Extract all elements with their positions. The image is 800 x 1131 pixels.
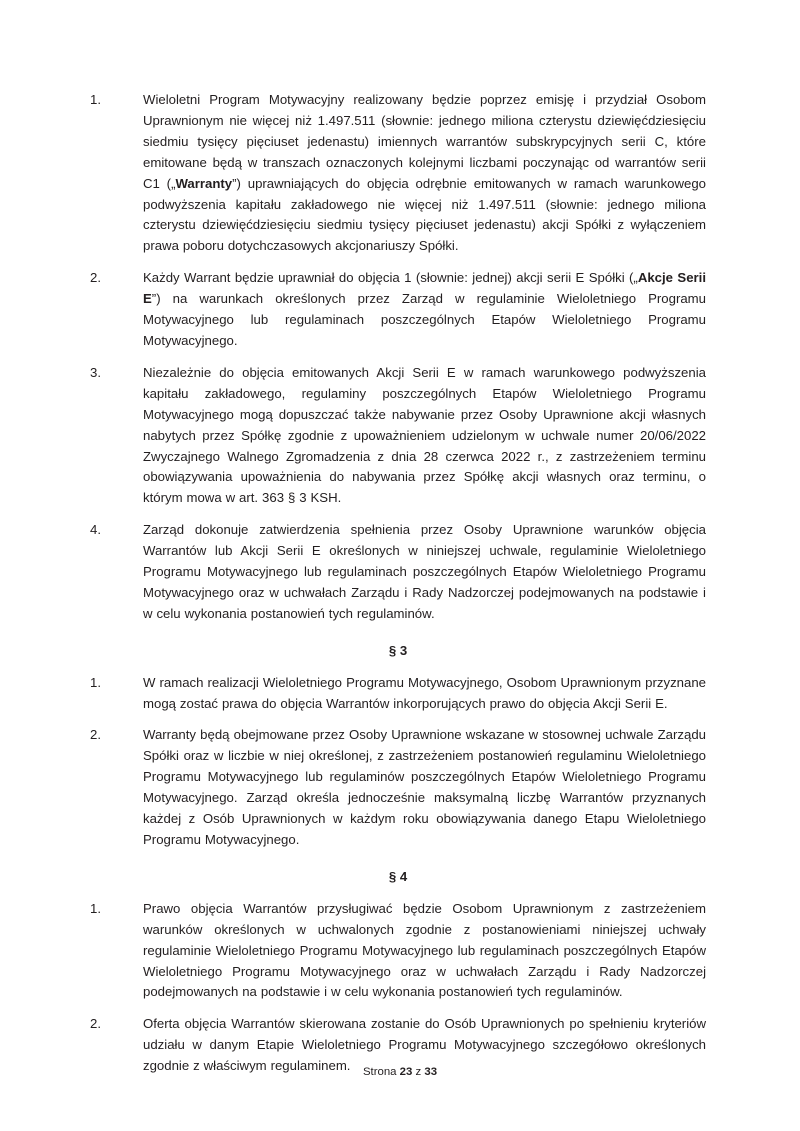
list-item-marker: 2. (90, 727, 101, 743)
list-item (90, 90, 706, 257)
list-item-marker: 2. (90, 270, 101, 286)
footer-current-page: 23 (399, 1066, 413, 1078)
list-item (90, 725, 706, 850)
footer-prefix: Strona (362, 1066, 397, 1078)
list-item (90, 363, 706, 509)
page-footer (0, 1065, 800, 1079)
list-item (90, 520, 706, 625)
list-item-text (143, 520, 706, 625)
text-run: Prawo objęcia Warrantów przysługiwać będzie Osobom Uprawnionym z zastrzeżeniem warunków określonych w uchwalonych zgodnie z postanowieniami niniejszej uchwały regulaminie Wieloletniego Programu Motywacyjnego lub regulaminach poszczególnych Etapów Wieloletniego Programu Motywacyjnego oraz w uchwałach Zarządu i Rady Nadzorczej podejmowanych na podstawie i w celu wykonania postanowień tych regulaminów. (143, 900, 706, 1000)
list-item-text (143, 725, 706, 850)
section-heading: § 4 (388, 868, 408, 884)
numbered-list (90, 90, 706, 625)
section-section-4 (90, 867, 706, 1077)
text-run: W ramach realizacji Wieloletniego Programu Motywacyjnego, Osobom Uprawnionym przyznane mogą zostać prawa do objęcia Warrantów inkorporujących prawo do objęcia Akcji Serii E. (143, 674, 706, 711)
list-item-text (143, 90, 706, 257)
list-item-marker: 2. (90, 1016, 101, 1032)
text-run: Oferta objęcia Warrantów skierowana zostanie do Osób Uprawnionych po spełnieniu kryteriów udziału w danym Etapie Wieloletniego Programu Motywacyjnego szczegółowo określonych zgodnie z właściwym regulaminem. (143, 1016, 706, 1074)
section-section-3 (90, 641, 706, 851)
document-body (90, 90, 706, 1077)
text-run: Warranty będą obejmowane przez Osoby Uprawnione wskazane w stosownej uchwale Zarządu Spółki oraz w liczbie w niej określonej, z zastrzeżeniem postanowień regulaminu Wieloletniego Programu Motywacyjnego lub regulaminów poszczególnych Etapów Wieloletniego Programu Motywacyjnego. Zarząd określa jednocześnie maksymalną liczbę Warrantów przyznanych każdej z Osób Uprawnionych w każdym roku obowiązywania danego Etapu Wieloletniego Programu Motywacyjnego. (143, 727, 706, 847)
defined-term: Warranty (175, 175, 233, 191)
section-heading: § 3 (388, 642, 408, 658)
list-item-text (143, 673, 706, 715)
list-item-marker: 4. (90, 522, 101, 538)
list-item-text (143, 363, 706, 509)
numbered-list (90, 899, 706, 1077)
list-item-marker: 3. (90, 364, 101, 380)
text-run: ”) uprawniających do objęcia odrębnie emitowanych w ramach warunkowego podwyższenia kapitału zakładowego nie więcej niż 1.497.511 (słownie: jednego miliona czterystu dziewięćdziesięciu siedmiu tysięcy pięciuset jedenastu) akcji Spółki z wyłączeniem prawa poboru dotychczasowych akcjonariuszy Spółki. (143, 175, 706, 254)
list-item-text (143, 899, 706, 1004)
numbered-list (90, 673, 706, 851)
text-run: Zarząd dokonuje zatwierdzenia spełnienia przez Osoby Uprawnione warunków objęcia Warrantów lub Akcji Serii E określonych w niniejszej uchwale, regulaminie Wieloletniego Programu Motywacyjnego lub regulaminach poszczególnych Etapów Wieloletniego Programu Motywacyjnego oraz w uchwałach Zarządu i Rady Nadzorczej podejmowanych na podstawie i w celu wykonania postanowień tych regulaminów. (143, 522, 706, 621)
text-run: Niezależnie do objęcia emitowanych Akcji Serii E w ramach warunkowego podwyższenia kapitału zakładowego, regulaminy poszczególnych Etapów Wieloletniego Programu Motywacyjnego mogą dopuszczać także nabywanie przez Osoby Uprawnione akcji własnych nabytych przez Spółkę zgodnie z upoważnieniem udzielonym w uchwale numer 20/06/2022 Zwyczajnego Walnego Zgromadzenia z dnia 28 czerwca 2022 r., z zastrzeżeniem terminu obowiązywania upoważnienia do nabywania przez Spółkę akcji własnych oraz terminu, o którym mowa w art. 363 § 3 KSH. (143, 364, 706, 506)
defined-term: Akcje Serii E (143, 270, 706, 307)
list-item-marker: 1. (90, 92, 101, 107)
list-item-text (143, 268, 706, 352)
text-run: ”) na warunkach określonych przez Zarząd w regulaminie Wieloletniego Programu Motywacyjnego lub regulaminach poszczególnych Etapów Wieloletniego Programu Motywacyjnego. (143, 291, 706, 348)
section-section-2-continued (90, 90, 706, 625)
list-item (90, 899, 706, 1004)
footer-total-pages: 33 (424, 1066, 438, 1078)
list-item (90, 268, 706, 352)
footer-separator: z (415, 1066, 422, 1078)
list-item-marker: 1. (90, 900, 101, 916)
text-run: Każdy Warrant będzie uprawniał do objęcia 1 (słownie: jednej) akcji serii E Spółki („ (143, 270, 638, 286)
list-item-marker: 1. (90, 674, 101, 690)
list-item (90, 673, 706, 715)
text-run: Wieloletni Program Motywacyjny realizowany będzie poprzez emisję i przydział Osobom Uprawnionym nie więcej niż 1.497.511 (słownie: jednego miliona czterystu dziewięćdziesięciu siedmiu tysięcy pięciuset jedenastu) imiennych warrantów subskrypcyjnych serii C, które emitowane będą w transzach oznaczonych kolejnymi liczbami poczynając od warrantów serii C1 („ (143, 92, 706, 191)
